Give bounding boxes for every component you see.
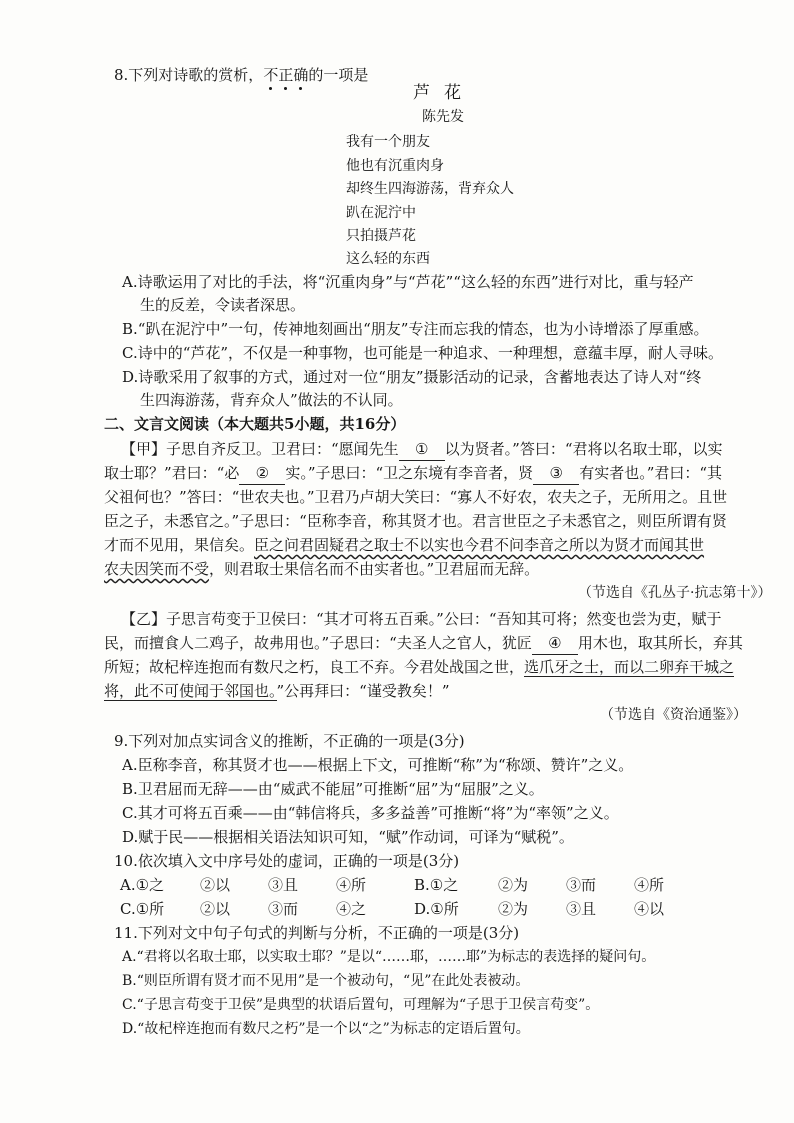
- passage-yi-source: （节选自《资治通鉴》）: [600, 707, 747, 723]
- q10-option-d-3: ③且: [566, 900, 597, 918]
- q10-option-c-2: ②以: [200, 900, 231, 918]
- q10-option-a-3: ③且: [268, 876, 299, 894]
- q11-option-a: A.“君将以名取士耶，以实取士耶？”是以“……耶，……耶”为标志的表选择的疑问句。: [122, 949, 656, 965]
- q10-option-c-1: C.①所: [120, 900, 165, 918]
- emphasis-dot-char: 不: [263, 66, 279, 84]
- q10-option-c-4: ④之: [336, 900, 367, 918]
- jia-l5a: 才而不见用，果信矣。: [104, 536, 255, 554]
- poem-line-4: 趴在泥泞中: [346, 205, 416, 221]
- q9-option-d: D.赋于民——根据相关语法知识可知，“赋”作动词，可译为“赋税”。: [122, 828, 574, 846]
- passage-yi-line-4: [104, 680, 450, 702]
- passage-yi-line-1: 【乙】子思言苟变于卫侯曰：“其才可将五百乘。”公曰：“吾知其可将；然变也尝为吏，赋于: [121, 610, 722, 628]
- yi-l2a: 民，而擅食人二鸡子，故弗用也。”子思曰：“夫圣人之官人，犹匠: [104, 634, 532, 652]
- blank-3: ③: [533, 462, 579, 485]
- emphasis-dot-char: 确: [293, 66, 309, 84]
- poem-line-1: 我有一个朋友: [346, 134, 430, 150]
- poem-line-3: 却终生四海游荡，背弃众人: [346, 181, 514, 197]
- q10-option-d-2: ②为: [498, 900, 529, 918]
- passage-jia-line-1: [121, 438, 723, 461]
- q10-option-d-1: D.①所: [414, 900, 459, 918]
- q8-option-b: B.“趴在泥泞中”一句，传神地刻画出“朋友”专注而忘我的情态，也为小诗增添了厚重感。: [122, 320, 709, 338]
- jia-wavy-2: 农夫因笑而不受: [104, 560, 210, 578]
- q10-option-b-3: ③而: [566, 876, 597, 894]
- yi-l3a: 所短；故杞梓连抱而有数尺之朽，良工不弃。今君处战国之世，: [104, 658, 525, 676]
- jia-l6b: ，则君取士果信名而不由实者也。”卫君屈而无辞。: [209, 560, 540, 578]
- q8-option-a: A.诗歌运用了对比的手法，将“沉重肉身”与“芦花”“这么轻的东西”进行对比，重与轻产: [122, 273, 694, 291]
- jia-l2a: 取士耶？”君曰：“必: [104, 464, 240, 482]
- blank-4: ④: [532, 632, 578, 655]
- q8-stem-dotted: [263, 66, 308, 84]
- q11-stem: 11.下列对文中句子句式的判断与分析，不正确的一项是(3分): [114, 924, 520, 942]
- jia-l1a: 【甲】子思自齐反卫。卫君曰：“愿闻先生: [121, 440, 399, 458]
- poem-line-2: 他也有沉重肉身: [346, 158, 444, 174]
- yi-l4b: ”公再拜曰：“谨受教矣！”: [276, 682, 450, 700]
- q10-option-b-4: ④所: [634, 876, 665, 894]
- q8-stem-post: 的一项是: [308, 66, 369, 84]
- section-heading: 二、文言文阅读（本大题共5小题，共16分）: [104, 415, 406, 433]
- passage-jia-line-3: 父祖何也？”答曰：“世农夫也。”卫君乃卢胡大笑曰：“寡人不好农，农夫之子，无所用之。且世: [104, 488, 728, 506]
- emphasis-dot-char: 正: [278, 66, 294, 84]
- passage-jia-source: （节选自《孔丛子·抗志第十》）: [578, 585, 772, 601]
- q8-option-c: C.诗中的“芦花”，不仅是一种事物，也可能是一种追求、一种理想，意蕴丰厚，耐人寻味。: [122, 344, 724, 362]
- q10-option-a-2: ②以: [200, 876, 231, 894]
- passage-yi-line-3: [104, 656, 734, 678]
- q10-option-a-4: ④所: [336, 876, 367, 894]
- q8-stem: [114, 64, 368, 86]
- passage-jia-line-6: [104, 558, 539, 580]
- q8-stem-pre: 8.下列对诗歌的赏析，: [114, 66, 264, 84]
- jia-l2c: 有实者也。”君曰：“其: [579, 464, 723, 482]
- q11-option-b: B.“则臣所谓有贤才而不见用”是一个被动句，“见”在此处表被动。: [122, 973, 530, 989]
- blank-2: ②: [239, 462, 285, 485]
- q10-option-c-3: ③而: [268, 900, 299, 918]
- yi-underline-2: 将，此不可使闻于邻国也。: [104, 682, 277, 700]
- passage-jia-line-4: 臣之子，未悉官之。”子思曰：“臣称李音，称其贤才也。君言世臣之子未悉官之，则臣所谓有贤: [104, 512, 727, 530]
- q9-option-a: A.臣称李音，称其贤才也——根据上下文，可推断“称”为“称颂、赞许”之义。: [122, 756, 634, 774]
- poem-line-5: 只拍摄芦花: [346, 228, 416, 244]
- blank-1: ①: [399, 438, 445, 461]
- passage-jia-line-5: [104, 534, 704, 556]
- q9-stem: 9.下列对加点实词含义的推断，不正确的一项是(3分): [114, 732, 465, 750]
- q8-option-d: D.诗歌采用了叙事的方式，通过对一位“朋友”摄影活动的记录，含蓄地表达了诗人对“终: [122, 368, 702, 386]
- q9-option-b: B.卫君屈而无辞——由“威武不能屈”可推断“屈”为“屈服”之义。: [122, 780, 544, 798]
- q8-option-a-cont: 生的反差，令读者深思。: [140, 296, 306, 314]
- q9-option-c: C.其才可将五百乘——由“韩信将兵，多多益善”可推断“将”为“率领”之义。: [122, 804, 619, 822]
- poem-line-6: 这么轻的东西: [346, 251, 430, 267]
- poem-title: 芦花: [413, 83, 475, 103]
- jia-l1b: 以为贤者。”答曰：“君将以名取士耶，以实: [444, 440, 723, 458]
- q10-option-a-1: A.①之: [120, 876, 165, 894]
- q8-option-d-cont: 生四海游荡，背弃众人”做法的不认同。: [140, 391, 403, 409]
- yi-underline-1: 选爪牙之士，而以二卵弃干城之: [524, 658, 735, 676]
- passage-jia-line-2: [104, 462, 722, 485]
- jia-l2b: 实。”子思曰：“卫之东境有李音者，贤: [285, 464, 534, 482]
- q11-option-d: D.“故杞梓连抱而有数尺之朽”是一个以“之”为标志的定语后置句。: [122, 1021, 530, 1037]
- q10-option-d-4: ④以: [634, 900, 665, 918]
- poem-author: 陈先发: [422, 109, 464, 125]
- q10-option-b-1: B.①之: [414, 876, 459, 894]
- jia-wavy-1: 臣之问君固疑君之取士不以实也今君不问李音之所以为贤才而闻其世: [254, 536, 705, 554]
- passage-yi-line-2: [104, 632, 743, 655]
- yi-l2b: 用木也，取其所长，弃其: [577, 634, 743, 652]
- q11-option-c: C.“子思言苟变于卫侯”是典型的状语后置句，可理解为“子思于卫侯言苟变”。: [122, 997, 600, 1013]
- q10-stem: 10.依次填入文中序号处的虚词，正确的一项是(3分): [114, 852, 460, 870]
- q10-option-b-2: ②为: [498, 876, 529, 894]
